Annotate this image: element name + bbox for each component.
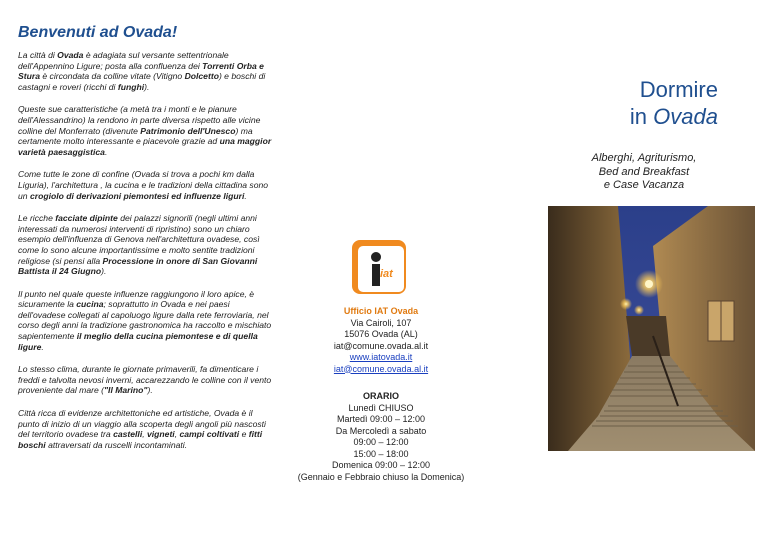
welcome-paragraph bbox=[18, 169, 276, 201]
paragraph-text: Come tutte le zone di confine (Ovada si trova a pochi km dalla Liguria), l'architettura , la cucina e le tradizioni della cittadina sono un bbox=[18, 169, 269, 201]
hours-line: Da Mercoledì a sabato bbox=[335, 425, 427, 436]
paragraph-text: , bbox=[174, 429, 180, 440]
paragraph-text: dei palazzi signorili (negli ultimi anni interessati da numerosi interventi di ripristino) sono un chiaro esempio dell'influenza di Genova nell'architettura ovadese, così come lo sono alcune importantissime e molto sentite tradizioni religiose (si pensi alla bbox=[18, 213, 260, 266]
hours-line: 09:00 – 12:00 bbox=[353, 437, 409, 447]
hours-line: (Gennaio e Febbraio chiuso la Domenica) bbox=[297, 471, 465, 482]
cover-column bbox=[520, 0, 748, 543]
paragraph-text: Le ricche bbox=[18, 213, 56, 224]
hours-title: ORARIO bbox=[363, 391, 399, 401]
street-photo bbox=[548, 206, 755, 451]
paragraph-text: e bbox=[239, 429, 249, 440]
paragraph-text: , bbox=[142, 429, 147, 440]
emphasis-text: Processione in onore di San Giovanni Battista il 24 Giugno bbox=[18, 255, 258, 277]
office-email-text: iat@comune.ovada.al.it bbox=[333, 340, 429, 351]
emphasis-text: il meglio della cucina piemontese e di quella ligure bbox=[18, 331, 258, 352]
cover-title bbox=[630, 76, 718, 130]
iat-logo-panel bbox=[358, 246, 404, 292]
emphasis-text: Patrimonio dell'Unesco bbox=[140, 125, 236, 136]
welcome-paragraph bbox=[18, 50, 276, 92]
paragraph-text: ). bbox=[101, 266, 107, 277]
contact-column bbox=[280, 0, 482, 543]
welcome-column bbox=[18, 24, 276, 462]
office-name: Ufficio IAT Ovada bbox=[343, 306, 419, 316]
email-link[interactable]: iat@comune.ovada.al.it bbox=[333, 363, 429, 374]
paragraph-text: . bbox=[104, 146, 108, 157]
subtitle-line: Alberghi, Agriturismo, bbox=[591, 152, 697, 164]
emphasis-text: una maggior varietà paesaggistica bbox=[18, 136, 272, 157]
subtitle-line: e Case Vacanza bbox=[603, 179, 685, 191]
emphasis-text: vigneti bbox=[147, 429, 175, 440]
office-address-street: Via Cairoli, 107 bbox=[350, 317, 412, 328]
subtitle-line: Bed and Breakfast bbox=[598, 165, 690, 178]
office-contact bbox=[280, 306, 482, 375]
paragraph-text: La città di bbox=[18, 50, 58, 60]
hours-line: Lunedì CHIUSO bbox=[348, 402, 414, 413]
cover-title-prefix: in bbox=[629, 104, 654, 129]
welcome-paragraph bbox=[18, 364, 276, 396]
cover-title-city: Ovada bbox=[653, 104, 718, 129]
emphasis-text: cucina bbox=[76, 299, 104, 310]
website-link[interactable]: www.iatovada.it bbox=[349, 352, 413, 362]
paragraph-text: . bbox=[41, 341, 44, 352]
hours-line: Domenica 09:00 – 12:00 bbox=[331, 460, 431, 470]
emphasis-text: Torrenti Orba e Stura bbox=[18, 60, 264, 82]
paragraph-text: ). bbox=[144, 81, 150, 92]
paragraph-text: ). bbox=[147, 385, 153, 396]
paragraph-text: attraversati da ruscelli incontaminati. bbox=[45, 439, 188, 450]
emphasis-text: Dolcetto bbox=[184, 71, 219, 82]
emphasis-text: Ovada bbox=[57, 50, 84, 60]
cover-subtitle bbox=[560, 152, 728, 193]
welcome-paragraph bbox=[18, 289, 276, 353]
paragraph-text: Il punto nel quale queste influenze raggiungono il loro apice, è sicuramente la bbox=[18, 288, 255, 310]
paragraph-text: ) ma certamente molto interessante e piacevole grazie ad bbox=[18, 125, 253, 147]
paragraph-text: Queste sue caratteristiche (a metà tra i monti e le pianure dell'Alessandrino) la rendono in parte diversa rispetto alle vicine colline del Monferrato (divenute bbox=[18, 104, 261, 136]
paragraph-text: Città ricca di evidenze architettoniche ed artistiche, Ovada è il punto di inizio di un viaggio alla scoperta degli angoli più nascosti del territorio ovadese tra bbox=[18, 408, 266, 440]
iat-logo-text: iat bbox=[380, 268, 393, 280]
paragraph-text: Lo stesso clima, durante le giornate primaverili, fa dimenticare i freddi e talvolta nevosi inverni, accarezzando le colline con il vento proveniente dal mare ( bbox=[18, 364, 272, 396]
cover-title-line2 bbox=[630, 103, 718, 130]
emphasis-text: facciate dipinte bbox=[55, 213, 118, 224]
emphasis-text: crogiolo di derivazioni piemontesi ed influenze liguri bbox=[29, 190, 245, 201]
hours-line: Martedì 09:00 – 12:00 bbox=[336, 414, 426, 424]
emphasis-text: fitti boschi bbox=[18, 429, 263, 450]
emphasis-text: castelli bbox=[113, 429, 143, 440]
emphasis-text: funghi bbox=[117, 81, 145, 92]
welcome-paragraph bbox=[18, 408, 276, 450]
paragraph-text: è adagiata sul versante settentrionale dell'Appennino Ligure; posta alla confluenza dei bbox=[18, 50, 229, 71]
paragraph-text: . bbox=[244, 190, 247, 201]
paragraph-text: ) e boschi di castagni e roveri (ricchi di bbox=[18, 71, 266, 92]
emphasis-text: "Il Marino" bbox=[103, 385, 148, 396]
welcome-paragraphs bbox=[18, 50, 276, 450]
office-address-city: 15076 Ovada (AL) bbox=[344, 329, 418, 339]
cover-title-line1: Dormire bbox=[639, 77, 718, 102]
welcome-paragraph bbox=[18, 213, 276, 277]
welcome-paragraph bbox=[18, 104, 276, 157]
paragraph-text: ; soprattutto in Ovada e nei paesi dell'ovadese collegati al capoluogo ligure dalla rete ferroviaria, nel corso degli anni la tradizione gastronomica ha raccolto e mischiato sapientemente bbox=[18, 299, 272, 342]
hours-line: 15:00 – 18:00 bbox=[353, 448, 409, 459]
welcome-heading: Benvenuti ad Ovada! bbox=[18, 24, 178, 41]
opening-hours bbox=[280, 391, 482, 483]
emphasis-text: campi coltivati bbox=[179, 429, 240, 440]
iat-logo bbox=[352, 240, 406, 294]
paragraph-text: è circondata da colline vitate (Vitigno bbox=[39, 71, 185, 82]
